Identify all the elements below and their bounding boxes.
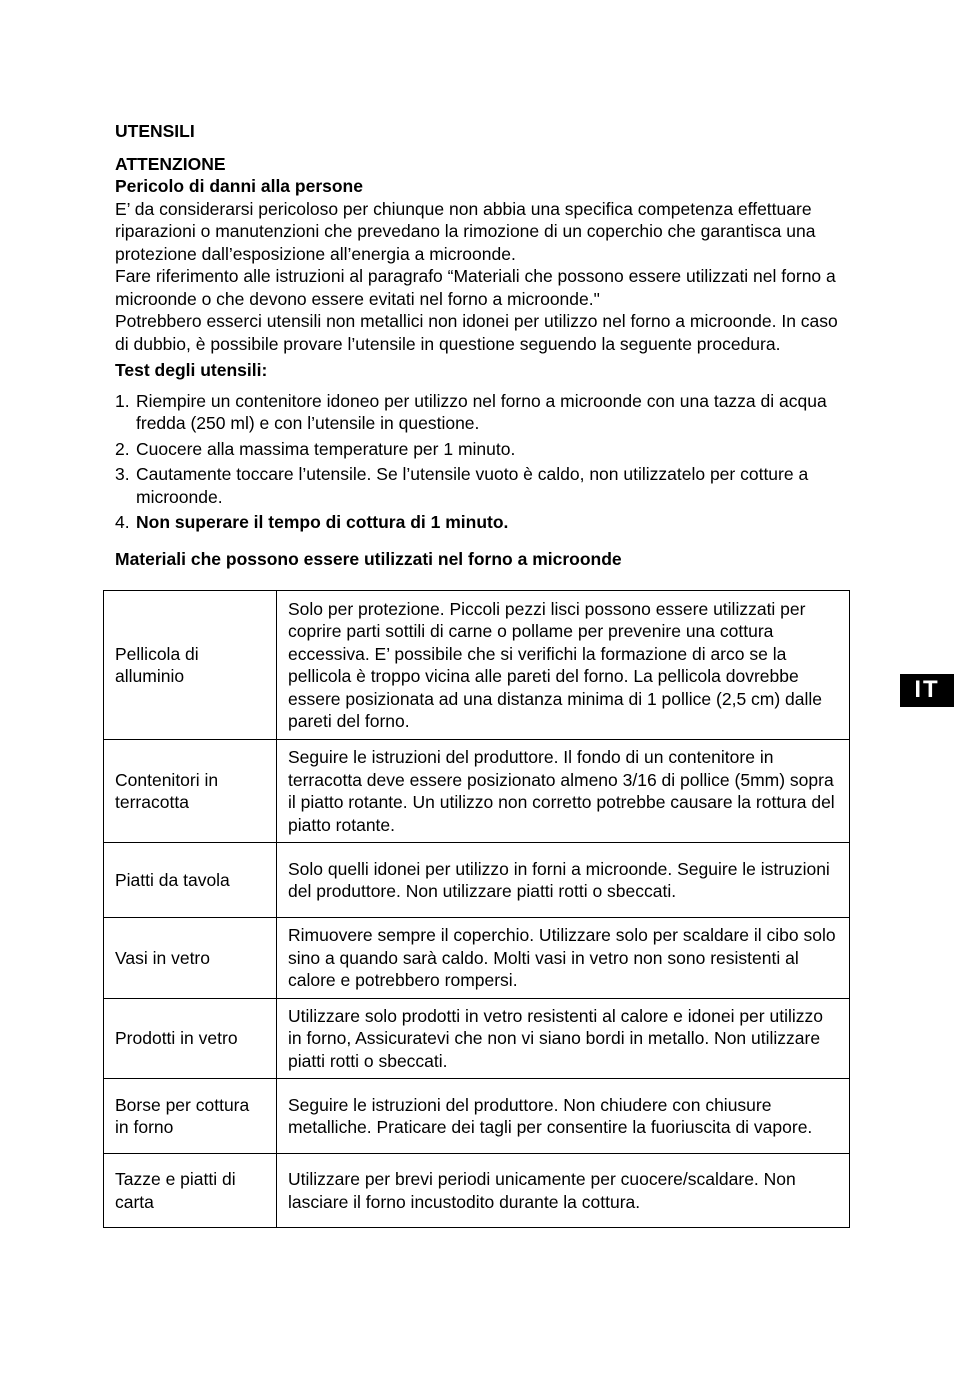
table-row bbox=[104, 740, 850, 843]
language-tab: IT bbox=[900, 674, 954, 707]
test-step bbox=[115, 511, 855, 534]
material-name: Piatti da tavola bbox=[104, 843, 277, 918]
material-name: Prodotti in vetro bbox=[104, 998, 277, 1079]
materials-title: Materiali che possono essere utilizzati nel forno a microonde bbox=[115, 548, 622, 569]
step-number: 3. bbox=[115, 464, 130, 484]
table-row bbox=[104, 843, 850, 918]
materials-table bbox=[103, 590, 850, 1228]
material-name: Pellicola di alluminio bbox=[104, 591, 277, 740]
material-name: Borse per cottura in forno bbox=[104, 1079, 277, 1154]
material-description: Seguire le istruzioni del produttore. Il fondo di un contenitore in terracotta deve essere posizionato almeno 3/16 di pollice (5mm) sopra il piatto rotante. Un utilizzo non corretto potrebbe causare la rottura del piatto rotante. bbox=[277, 740, 850, 843]
section-title: UTENSILI bbox=[115, 121, 195, 141]
test-step bbox=[115, 390, 855, 435]
table-row bbox=[104, 1079, 850, 1154]
material-description: Utilizzare solo prodotti in vetro resistenti al calore e idonei per utilizzo in forno, Assicuratevi che non vi siano bordi in metallo. Non utilizzare piatti rotti o sbeccati. bbox=[277, 998, 850, 1079]
test-step bbox=[115, 438, 855, 461]
warning-title: ATTENZIONE bbox=[115, 153, 226, 174]
step-number: 2. bbox=[115, 438, 130, 459]
test-step bbox=[115, 463, 855, 508]
material-name: Vasi in vetro bbox=[104, 918, 277, 999]
step-number: 1. bbox=[115, 390, 130, 411]
table-row bbox=[104, 998, 850, 1079]
page-content bbox=[115, 120, 855, 570]
table-row bbox=[104, 1154, 850, 1228]
step-text: Cuocere alla massima temperature per 1 minuto. bbox=[136, 438, 516, 459]
table-row bbox=[104, 591, 850, 740]
material-description: Solo per protezione. Piccoli pezzi lisci possono essere utilizzati per coprire parti sottili di carne o pollame per prevenire una cottura eccessiva. E’ possibile che si verifichi la formazione di arco se la pellicola è troppo vicina alle pareti del forno. La pellicola dovrebbe essere posizionata ad una distanza minima di 1 pollice (2,5 cm) dalle pareti del forno. bbox=[277, 591, 850, 740]
material-description: Solo quelli idonei per utilizzo in forni a microonde. Seguire le istruzioni del produttore. Non utilizzare piatti rotti o sbeccati. bbox=[277, 843, 850, 918]
step-text: Riempire un contenitore idoneo per utilizzo nel forno a microonde con una tazza di acqua fredda (250 ml) e con l’utensile in questione. bbox=[136, 390, 827, 433]
material-name: Contenitori in terracotta bbox=[104, 740, 277, 843]
warning-paragraph: Potrebbero esserci utensili non metallici non idonei per utilizzo nel forno a microonde. In caso di dubbio, è possibile provare l’utensile in questione seguendo la seguente procedura. bbox=[115, 311, 838, 354]
warning-paragraph: Fare riferimento alle istruzioni al paragrafo “Materiali che possono essere utilizzati nel forno a microonde o che devono essere evitati nel forno a microonde." bbox=[115, 266, 836, 309]
material-name: Tazze e piatti di carta bbox=[104, 1154, 277, 1228]
step-text: Cautamente toccare l’utensile. Se l’utensile vuoto è caldo, non utilizzatelo per cotture a microonde. bbox=[136, 464, 809, 507]
test-heading: Test degli utensili: bbox=[115, 360, 268, 380]
warning-subtitle: Pericolo di danni alla persone bbox=[115, 176, 363, 196]
step-text: Non superare il tempo di cottura di 1 minuto. bbox=[136, 512, 509, 532]
table-row bbox=[104, 918, 850, 999]
test-steps-list bbox=[115, 390, 855, 534]
material-description: Utilizzare per brevi periodi unicamente per cuocere/scaldare. Non lasciare il forno incustodito durante la cottura. bbox=[277, 1154, 850, 1228]
material-description: Rimuovere sempre il coperchio. Utilizzare solo per scaldare il cibo solo sino a quando sarà caldo. Molti vasi in vetro non sono resistenti al calore e potrebbero rompersi. bbox=[277, 918, 850, 999]
step-number: 4. bbox=[115, 512, 130, 532]
warning-paragraph: E’ da considerarsi pericoloso per chiunque non abbia una specifica competenza effettuare riparazioni o manutenzioni che prevedano la rimozione di un coperchio che garantisca una protezione dall’esposizione all’energia a microonde. bbox=[115, 198, 816, 264]
material-description: Seguire le istruzioni del produttore. Non chiudere con chiusure metalliche. Praticare dei tagli per consentire la fuoriuscita di vapore. bbox=[277, 1079, 850, 1154]
